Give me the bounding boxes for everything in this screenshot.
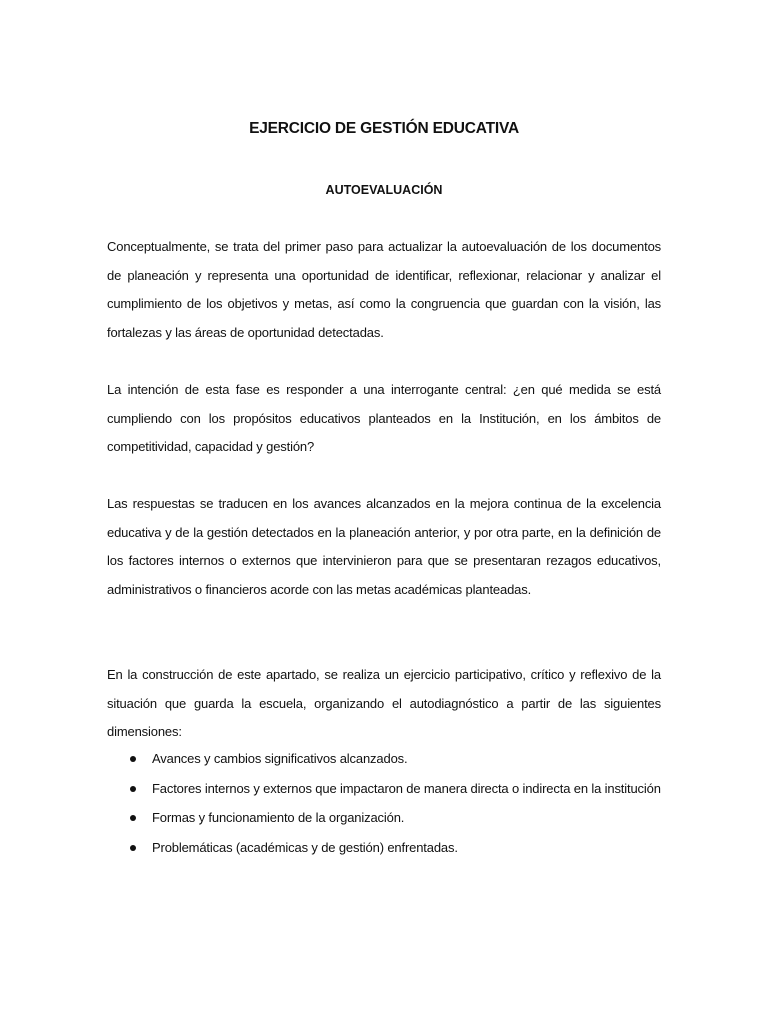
bullet-icon xyxy=(130,786,136,792)
document-title: EJERCICIO DE GESTIÓN EDUCATIVA xyxy=(249,120,519,137)
paragraph-answers: Las respuestas se traducen en los avances alcanzados en la mejora continua de la excelencia educativa y de la gestión detectados en la planeación anterior, y por otra parte, en la definición de los factores internos o externos que intervinieron para que se presentaran rezagos educativos, administrativos o financieros acorde con las metas académicas planteadas. xyxy=(107,496,661,597)
list-item xyxy=(107,804,661,833)
document-subtitle: AUTOEVALUACIÓN xyxy=(325,183,443,197)
list-item-text: Factores internos y externos que impactaron de manera directa o indirecta en la institución xyxy=(152,780,661,796)
list-item-text: Formas y funcionamiento de la organización. xyxy=(152,810,405,825)
bullet-icon xyxy=(130,756,136,762)
list-item-text: Problemáticas (académicas y de gestión) enfrentadas. xyxy=(152,839,458,855)
dimensions-list xyxy=(107,745,661,863)
paragraph-concept: Conceptualmente, se trata del primer paso para actualizar la autoevaluación de los documentos de planeación y representa una oportunidad de identificar, reflexionar, relacionar y analizar el cumplimiento de los objetivos y metas, así como la congruencia que guardan con la visión, las fortalezas y las áreas de oportunidad detectadas. xyxy=(107,239,661,340)
bullet-icon xyxy=(130,845,136,851)
list-item xyxy=(107,834,661,863)
paragraph-construction: En la construcción de este apartado, se realiza un ejercicio participativo, crítico y reflexivo de la situación que guarda la escuela, organizando el autodiagnóstico a partir de las siguientes dimensiones: xyxy=(107,667,661,739)
list-item xyxy=(107,775,661,804)
bullet-icon xyxy=(130,815,136,821)
list-item xyxy=(107,745,661,774)
paragraph-intention: La intención de esta fase es responder a una interrogante central: ¿en qué medida se está cumpliendo con los propósitos educativos planteados en la Institución, en los ámbitos de competitividad, capacidad y gestión? xyxy=(107,382,661,454)
list-item-text: Avances y cambios significativos alcanzados. xyxy=(152,751,408,766)
